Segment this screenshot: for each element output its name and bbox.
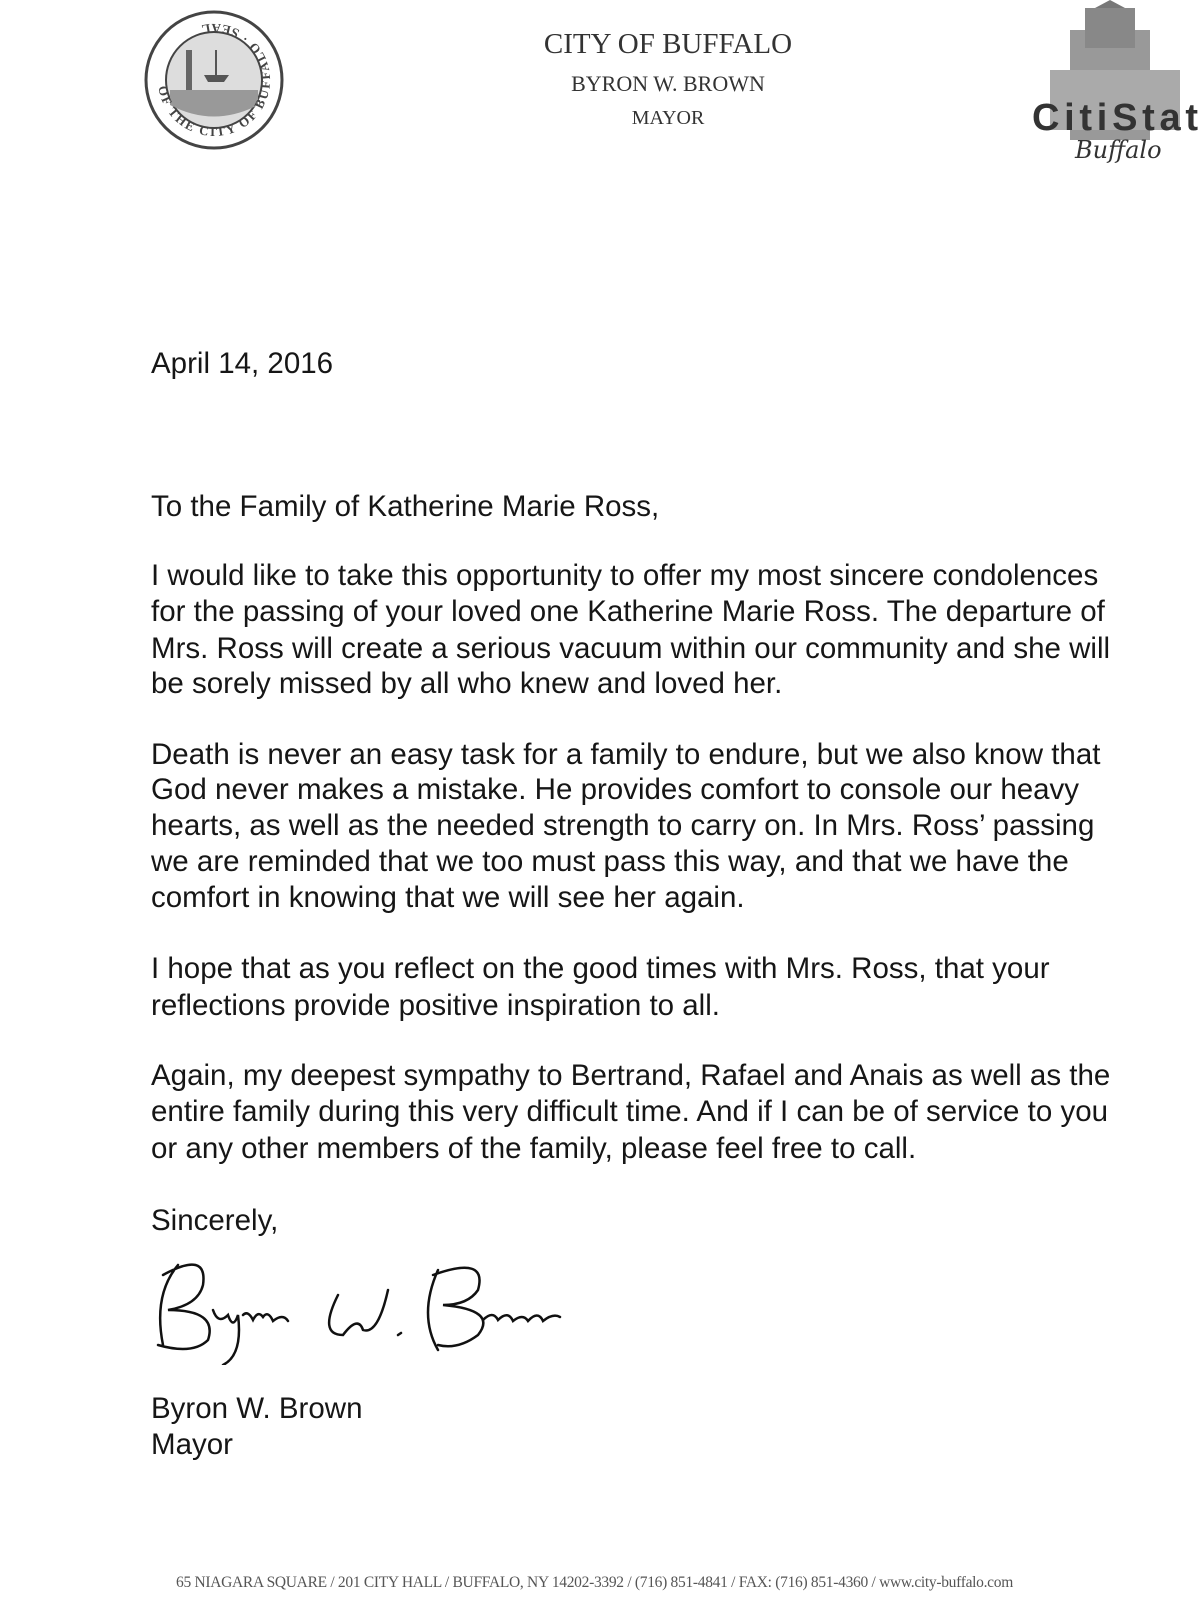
paragraph-line: be sorely missed by all who knew and loved her. — [151, 667, 783, 700]
letterhead-mayor-title: MAYOR — [631, 107, 705, 129]
letterhead-mayor-name: BYRON W. BROWN — [571, 71, 765, 96]
footer-address: 65 NIAGARA SQUARE / 201 CITY HALL / BUFFALO, NY 14202-3392 / (716) 851-4841 / FAX: (716) 851-4360 / www.city-buffalo.com — [176, 1574, 1013, 1591]
paragraph-line: Death is never an easy task for a family to endure, but we also know that — [151, 738, 1101, 771]
paragraph-line: reflections provide positive inspiration to all. — [151, 989, 720, 1022]
svg-text:OF THE CITY OF BUFFALO · SEAL: OF THE CITY OF BUFFALO · SEAL — [155, 20, 274, 140]
paragraph-line: comfort in knowing that we will see her again. — [151, 881, 745, 914]
letterhead-city: CITY OF BUFFALO — [543, 28, 793, 60]
paragraph-line: I would like to take this opportunity to offer my most sincere condolences — [151, 559, 1099, 592]
signer-title: Mayor — [151, 1428, 233, 1461]
paragraph-line: for the passing of your loved one Katherine Marie Ross. The departure of — [151, 595, 1105, 628]
signer-name: Byron W. Brown — [151, 1392, 363, 1425]
paragraph-line: we are reminded that we too must pass this way, and that we have the — [151, 845, 1069, 878]
paragraph-line: Mrs. Ross will create a serious vacuum within our community and she will — [151, 632, 1111, 665]
letter-date: April 14, 2016 — [151, 347, 334, 380]
paragraph-line: entire family during this very difficult time. And if I can be of service to you — [151, 1095, 1109, 1128]
paragraph-line: or any other members of the family, please feel free to call. — [151, 1132, 917, 1165]
letter-closing: Sincerely, — [151, 1204, 279, 1237]
handwritten-signature — [148, 1255, 608, 1365]
letter-salutation: To the Family of Katherine Marie Ross, — [151, 490, 660, 523]
svg-text:CitiStat: CitiStat — [1032, 97, 1198, 139]
paragraph-line: God never makes a mistake. He provides comfort to console our heavy — [151, 773, 1080, 806]
paragraph-line: hearts, as well as the needed strength to carry on. In Mrs. Ross’ passing — [151, 809, 1095, 842]
paragraph-line: Again, my deepest sympathy to Bertrand, Rafael and Anais as well as the — [151, 1059, 1111, 1092]
citistat-buffalo-logo — [1030, 0, 1198, 165]
svg-text:Buffalo: Buffalo — [1075, 136, 1162, 164]
paragraph-line: I hope that as you reflect on the good times with Mrs. Ross, that your — [151, 952, 1050, 985]
